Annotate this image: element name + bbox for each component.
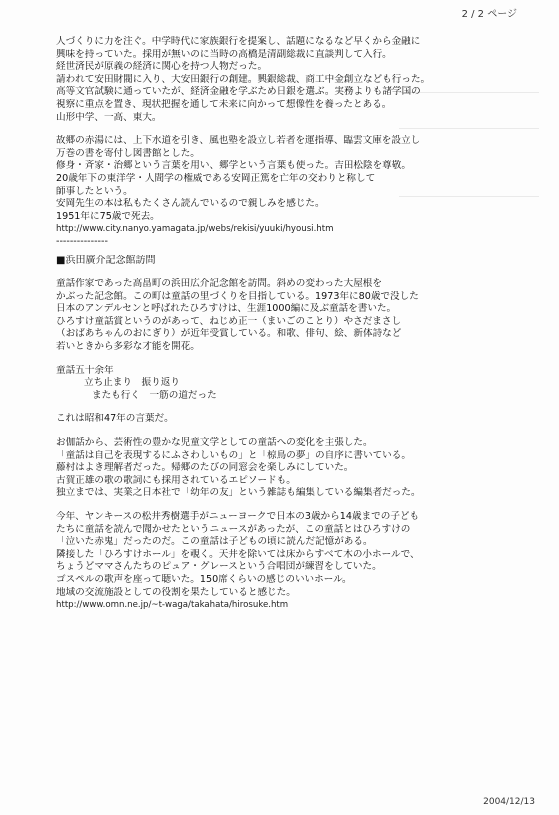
paragraph-literature: [56, 437, 526, 500]
poem-note: これは昭和47年の言葉だ。: [56, 413, 174, 425]
text-line: ひろすけ童話賞というのがあって、ねじめ正一（まいごのことり）やさだまさし: [56, 315, 402, 327]
text-line: 安岡先生の本は私もたくさん読んでいるので親しみを感じた。: [56, 198, 325, 210]
text-line: 山形中学、一高、東大。: [56, 111, 162, 123]
text-line: 隣接した「ひろすけホール」を覗く。天井を除いては床からすべて木の小ホールで、: [56, 548, 420, 560]
section-heading: ■浜田廣介記念館訪問: [56, 254, 156, 266]
text-line: （おばあちゃんのおにぎり）が近年受賞している。和歌、俳句、絵、新体詩など: [56, 328, 402, 340]
poem-title: 童話五十余年: [56, 364, 114, 376]
poem-line: 立ち止まり 振り返り: [84, 377, 180, 389]
paragraph-career: [56, 36, 526, 124]
text-line: 古賀正雄の歌の歌詞にも採用されているエピソードも。: [56, 474, 296, 486]
text-line: 師事したという。: [56, 185, 133, 197]
text-line: 請われて安田財閥に入り、大安田銀行の創建。興銀総裁、商工中金創立なども行った。: [56, 73, 431, 85]
text-line: 地域の交流施設としての役割を果たしていると感じた。: [56, 586, 296, 598]
text-line: 若いときから多彩な才能を開花。: [56, 341, 200, 353]
text-line: 故郷の赤湯には、上下水道を引き、風也塾を設立し若者を運指導、臨雲文庫を設立し: [56, 135, 421, 147]
paragraph-hall: [56, 511, 526, 612]
text-line: かぶった記念館。この町は童話の里づくりを目指している。1973年に80歳で没した: [56, 290, 419, 302]
text-line: 高等文官試験に通っていたが、経済金融を学ぶため日銀を選ぶ。実務よりも諸学国の: [56, 86, 421, 98]
paragraph-hometown: [56, 135, 526, 248]
text-line: 「泣いた赤鬼」だったのだ。この童話は子どもの頃に読んだ記憶がある。: [56, 536, 373, 548]
reference-link[interactable]: http://www.omn.ne.jp/~t-waga/takahata/hirosuke.htm: [56, 600, 289, 611]
print-date: 2004/12/13: [483, 797, 535, 807]
poem-line: またも行く 一筋の道だった: [92, 389, 217, 401]
paragraph-museum: [56, 278, 526, 354]
reference-link[interactable]: http://www.city.nanyo.yamagata.jp/webs/rekisi/yuuki/hyousi.htm: [56, 224, 334, 235]
text-line: 万巻の書を寄付し図書館とした。: [56, 147, 200, 159]
text-line: 視察に重点を置き、現状把握を通して未来に向かって想像性を養ったとある。: [56, 98, 392, 110]
text-line: 日本のアンデルセンと呼ばれたひろすけは、生涯1000編に及ぶ童話を書いた。: [56, 303, 397, 315]
divider-line: ---------------: [56, 235, 108, 247]
document-body: [56, 36, 526, 612]
text-line: 修身・斉家・治郷という言葉を用い、郷学という言葉も使った。吉田松陰を尊敬。: [56, 160, 411, 172]
text-line: 藤村はよき理解者だった。帰郷のたびの同窓会を楽しみにしていた。: [56, 462, 354, 474]
text-line: 人づくりに力を注ぐ。中学時代に家族銀行を提案し、話題になるなど早くから金融に: [56, 36, 421, 47]
text-line: 興味を持っていた。採用が無いのに当時の高橋是清副総裁に直談判して入行。: [56, 48, 392, 60]
text-line: 1951年に75歳で死去。: [56, 210, 160, 222]
text-line: 経世済民が原義の経済に関心を持つ人物だった。: [56, 61, 268, 73]
text-line: 独立までは、実業之日本社で「幼年の友」という雑誌も編集している編集者だった。: [56, 487, 421, 499]
text-line: たちに童話を読んで聞かせたというニュースがあったが、この童話とはひろすけの: [56, 523, 411, 535]
text-line: 童話作家であった高畠町の浜田広介記念館を訪問。斜めの変わった大屋根を: [56, 278, 382, 290]
text-line: 「童話は自己を表現するにふさわしいもの」と「椋鳥の夢」の自序に書いている。: [56, 449, 411, 461]
text-line: ゴスペルの歌声を座って聴いた。150席くらいの感じのいいホール。: [56, 573, 352, 585]
text-line: 20歳年下の東洋学・人間学の権威である安岡正篤を亡年の交わりと称して: [56, 172, 376, 184]
text-line: ちょうどママさんたちのピュア・グレースという合唱団が練習をしていた。: [56, 561, 382, 573]
page-number: 2 / 2 ページ: [461, 9, 517, 20]
text-line: お伽話から、芸術性の豊かな児童文学としての童話への変化を主張した。: [56, 437, 373, 449]
poem-block: [56, 365, 526, 403]
text-line: 今年、ヤンキースの松井秀樹選手がニューヨークで日本の3歳から14歳までの子ども: [56, 511, 420, 522]
